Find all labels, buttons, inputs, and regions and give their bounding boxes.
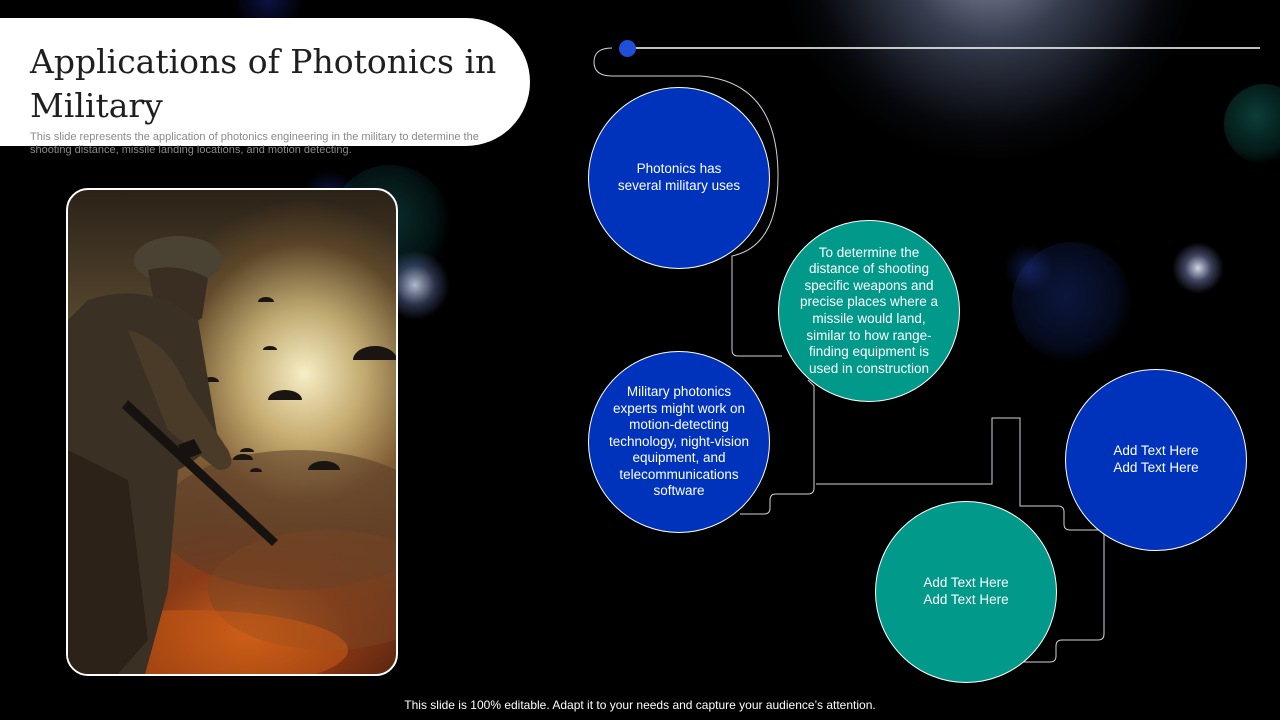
circle-motion-detecting bbox=[588, 351, 770, 533]
circle-text: Add Text Here Add Text Here bbox=[1113, 443, 1199, 475]
circle-text: To determine the distance of shooting specific weapons and precise places where a missile would land, similar to how range-finding equipment is used in construction bbox=[799, 244, 939, 376]
circle-add-text-teal bbox=[875, 501, 1057, 683]
circle-add-text-blue bbox=[1065, 369, 1247, 551]
circle-photonics-uses bbox=[588, 87, 770, 269]
slide-subtitle: This slide represents the application of photonics engineering in the military to determine the shooting distance, missile landing locations, and motion detecting. bbox=[30, 131, 479, 156]
timeline-dot bbox=[619, 40, 636, 57]
slide-title: Applications of Photonics in Military bbox=[30, 42, 497, 125]
circle-text: Photonics has several military uses bbox=[617, 161, 741, 193]
circle-text: Military photonics experts might work on motion-detecting technology, night-vision equipment, and telecommunications software bbox=[608, 383, 750, 499]
circle-range-finding bbox=[778, 220, 960, 402]
footer-note: This slide is 100% editable. Adapt it to your needs and capture your audience’s attention. bbox=[404, 698, 876, 712]
circle-text: Add Text Here Add Text Here bbox=[923, 575, 1009, 607]
